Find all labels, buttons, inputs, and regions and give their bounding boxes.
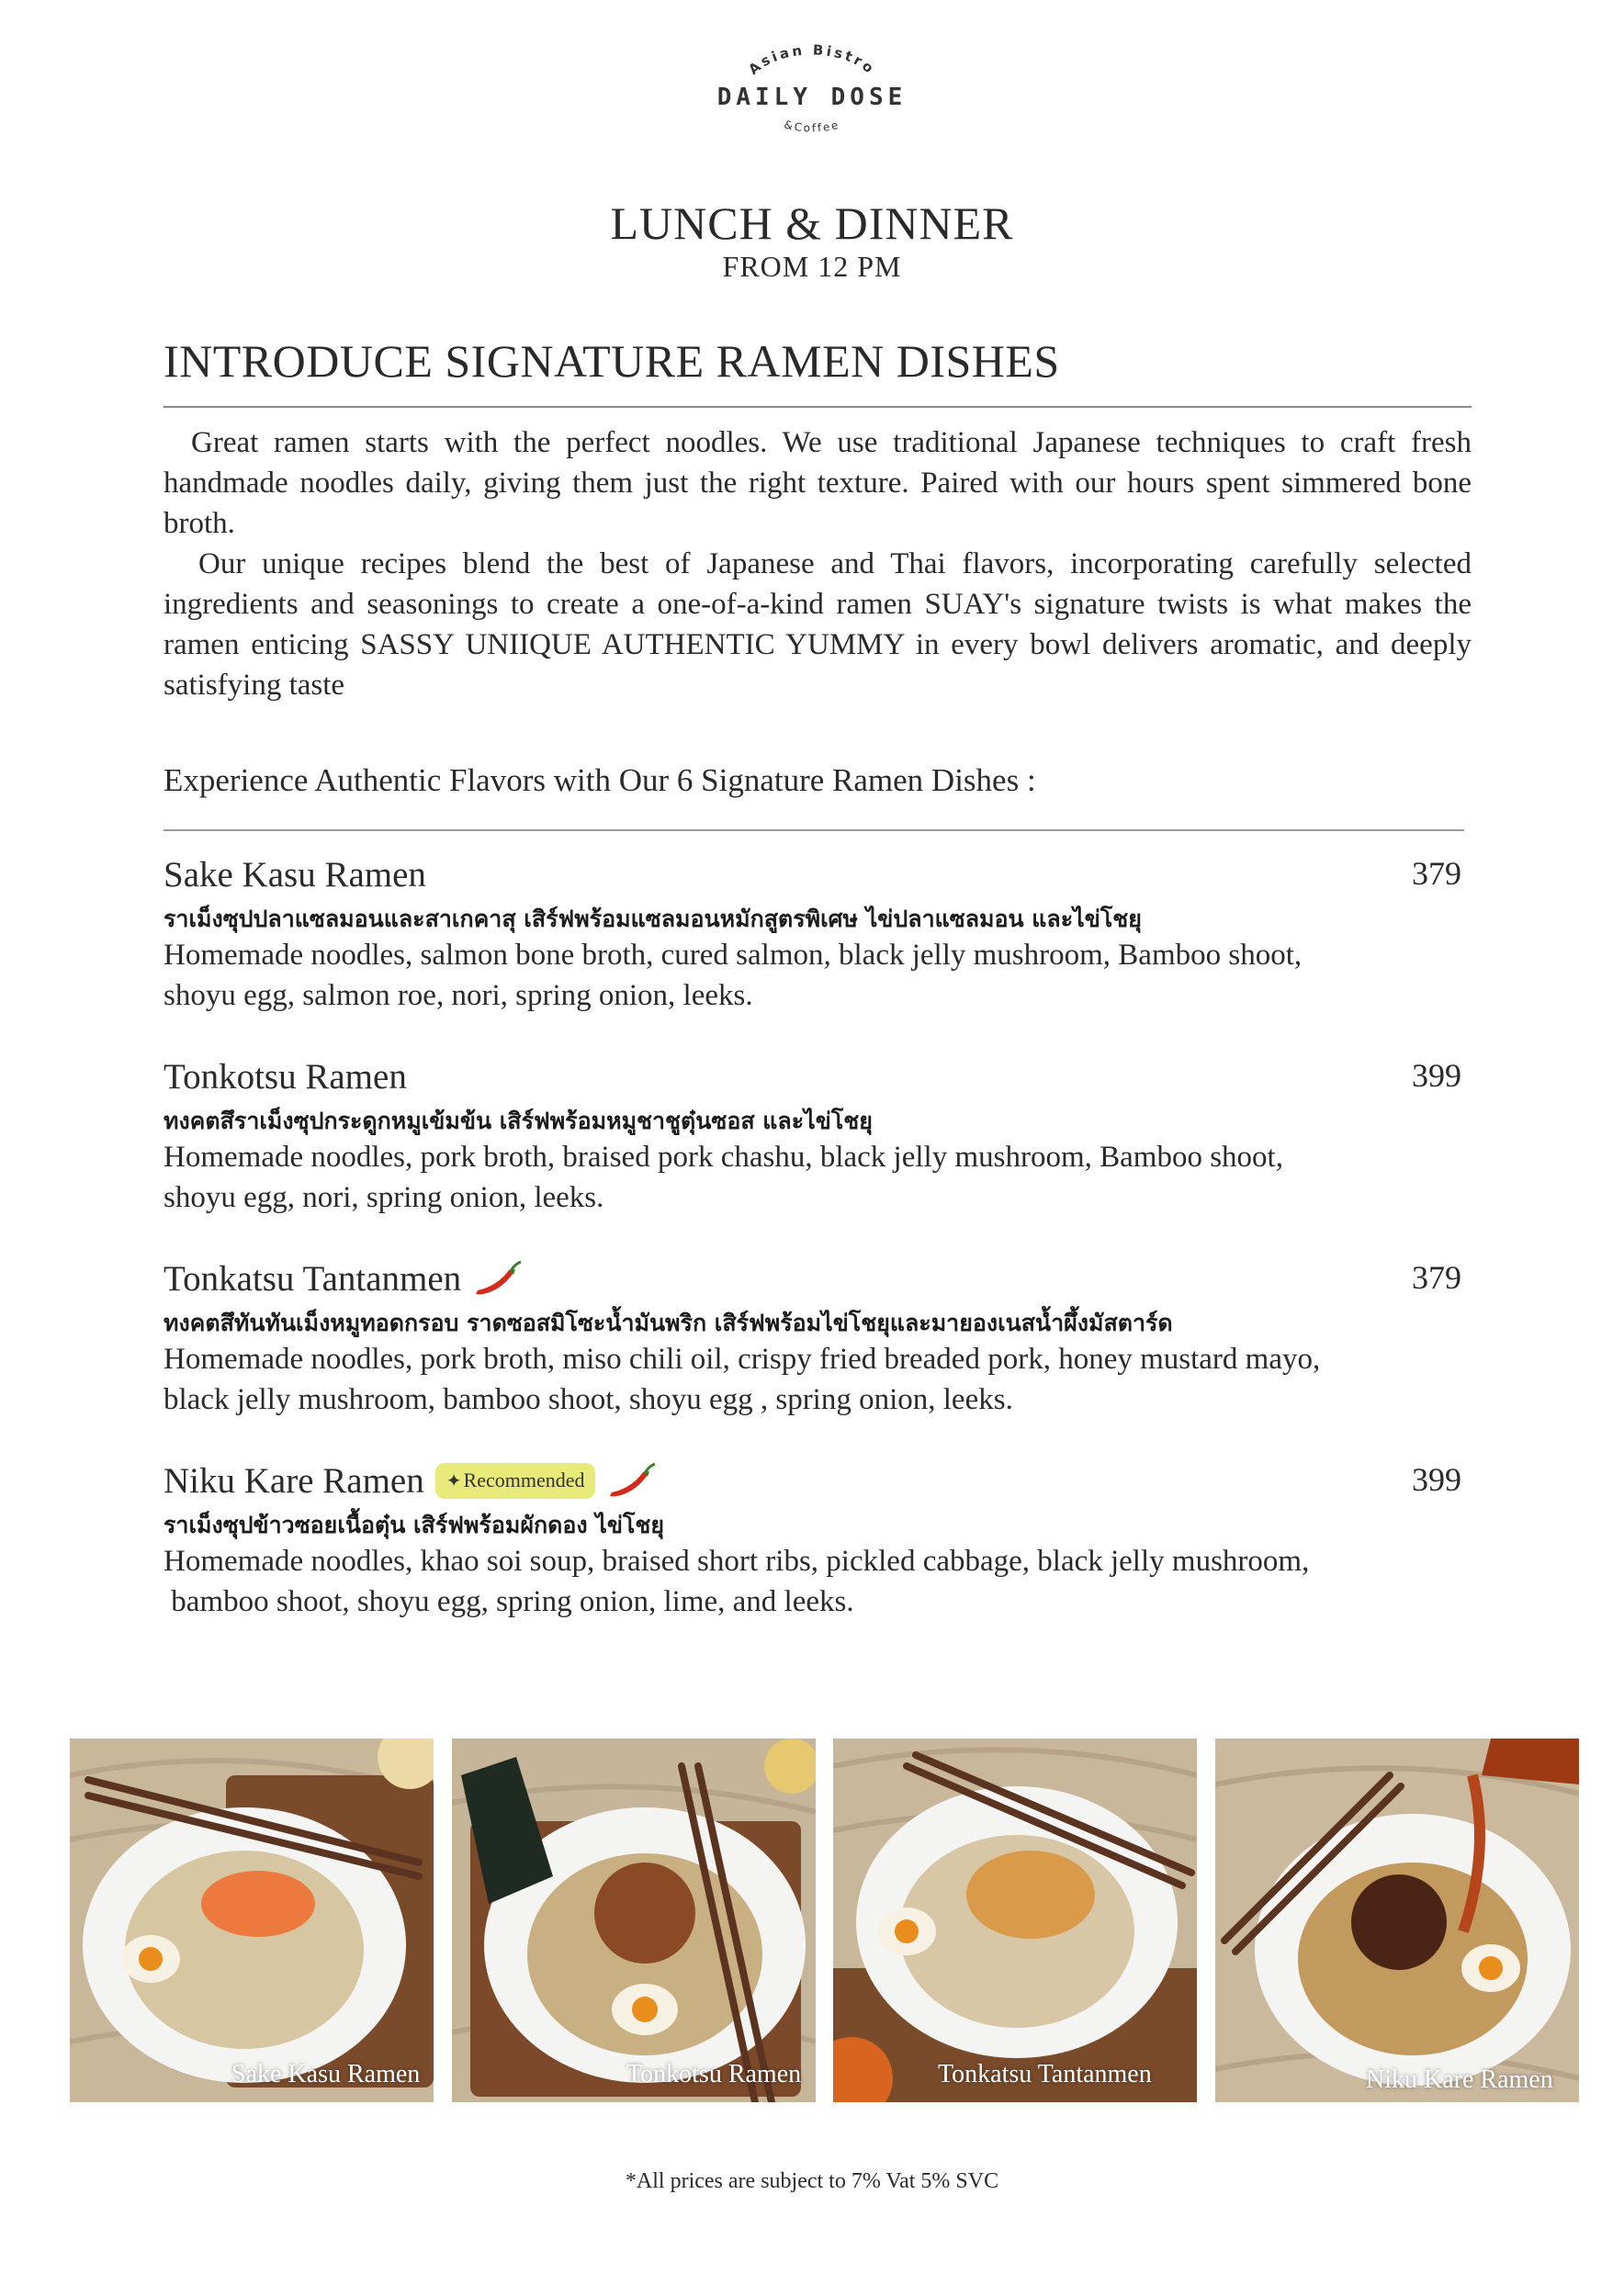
item-name-text: Sake Kasu Ramen (164, 855, 426, 895)
logo-name: DAILY DOSE (716, 84, 908, 111)
photo-caption: Niku Kare Ramen (1366, 2065, 1553, 2094)
item-description: Homemade noodles, khao soi soup, braised short ribs, pickled cabbage, black jelly mushroom, bamboo shoot, shoyu egg, spring onion, lime, and leeks. (164, 1545, 1310, 1618)
section-title: INTRODUCE SIGNATURE RAMEN DISHES (164, 335, 1060, 387)
badge-label: Recommended (463, 1469, 585, 1491)
item-name-text: Tonkotsu Ramen (164, 1057, 407, 1097)
svg-text:&Coffee (783, 118, 840, 135)
ramen-bowl-photo (1215, 1739, 1579, 2102)
photo-tonkotsu-ramen (452, 1739, 816, 2102)
chili-icon (470, 1259, 524, 1300)
logo-mark (702, 35, 922, 154)
item-thai-description: ราเม็งซุปปลาแซลมอนและสาเกคาสุ เสิร์ฟพร้อมแซลมอนหมักสูตรพิเศษ ไข่ปลาแซลมอน และไข่โชยุ (164, 906, 1142, 932)
item-name (164, 1056, 407, 1097)
logo-bottom-text: &Coffee (783, 118, 841, 135)
item-price: 379 (1412, 855, 1461, 892)
item-thai-description: ราเม็งซุปข้าวซอยเนื้อตุ๋น เสิร์ฟพร้อมผักดอง ไข่โชยุ (164, 1512, 664, 1538)
item-thai-description: ทงคตสึราเม็งซุปกระดูกหมูเข้มข้น เสิร์ฟพร้อมหมูชาชูตุ๋นซอส และไข่โชยุ (164, 1108, 873, 1134)
item-price: 379 (1412, 1259, 1461, 1296)
item-price: 399 (1412, 1461, 1461, 1498)
ramen-bowl-photo (833, 1739, 1197, 2102)
intro-paragraph-1: Great ramen starts with the perfect noodles. We use traditional Japanese techniques to craft fresh handmade noodles daily, giving them just the right texture. Paired with our hours spent simmered bone broth. (164, 426, 1472, 540)
item-description: Homemade noodles, salmon bone broth, cured salmon, black jelly mushroom, Bamboo shoot, shoyu egg, salmon roe, nori, spring onion, leeks. (164, 939, 1303, 1012)
photo-caption: Sake Kasu Ramen (231, 2060, 421, 2088)
photo-sake-kasu-ramen (70, 1739, 434, 2102)
item-name (164, 1258, 524, 1300)
title-divider (164, 406, 1472, 408)
photo-caption: Tonkatsu Tantanmen (938, 2060, 1152, 2088)
tagline: Experience Authentic Flavors with Our 6 Signature Ramen Dishes : (164, 762, 1036, 798)
item-name-text: Niku Kare Ramen (164, 1461, 424, 1501)
intro-paragraph-2: Our unique recipes blend the best of Japanese and Thai flavors, incorporating carefully selected ingredients and seasonings to create a one-of-a-kind ramen SUAY's signature twists is what makes the ramen enticing SASSY UNIIQUE AUTHENTIC YUMMY in every bowl delivers aromatic, and deeply satisfying taste (164, 547, 1472, 702)
menu-title: LUNCH & DINNER (610, 197, 1014, 249)
brand-logo (702, 35, 922, 154)
item-price: 399 (1412, 1057, 1461, 1094)
item-name-text: Tonkatsu Tantanmen (164, 1259, 462, 1299)
svg-text:Asian Bistro (745, 41, 879, 78)
recommended-badge (435, 1463, 596, 1499)
logo-top-text: Asian Bistro (745, 41, 879, 78)
tagline-divider (164, 829, 1464, 831)
item-description: Homemade noodles, pork broth, miso chili oil, crispy fried breaded pork, honey mustard mayo, black jelly mushroom, bamboo shoot, shoyu egg , spring onion, leeks. (164, 1343, 1321, 1416)
item-description: Homemade noodles, pork broth, braised pork chashu, black jelly mushroom, Bamboo shoot, shoyu egg, nori, spring onion, leeks. (164, 1141, 1283, 1214)
photo-tonkatsu-tantanmen (833, 1739, 1197, 2102)
menu-subtitle: FROM 12 PM (722, 250, 902, 283)
ramen-bowl-photo (452, 1739, 816, 2102)
chili-icon (604, 1461, 658, 1502)
photo-caption: Tonkotsu Ramen (626, 2060, 802, 2088)
photo-niku-kare-ramen (1215, 1739, 1579, 2102)
item-name (164, 1460, 658, 1502)
item-name (164, 854, 426, 895)
item-thai-description: ทงคตสึทันทันเม็งหมูทอดกรอบ ราดซอสมิโซะน้ำมันพริก เสิร์ฟพร้อมไข่โชยุและมายองเนสน้ำผึ้งมัสตาร์ด (164, 1310, 1173, 1336)
price-footnote: *All prices are subject to 7% Vat 5% SVC (625, 2169, 999, 2193)
sparkle-icon: ✦ (445, 1471, 462, 1491)
ramen-bowl-photo (70, 1739, 434, 2102)
